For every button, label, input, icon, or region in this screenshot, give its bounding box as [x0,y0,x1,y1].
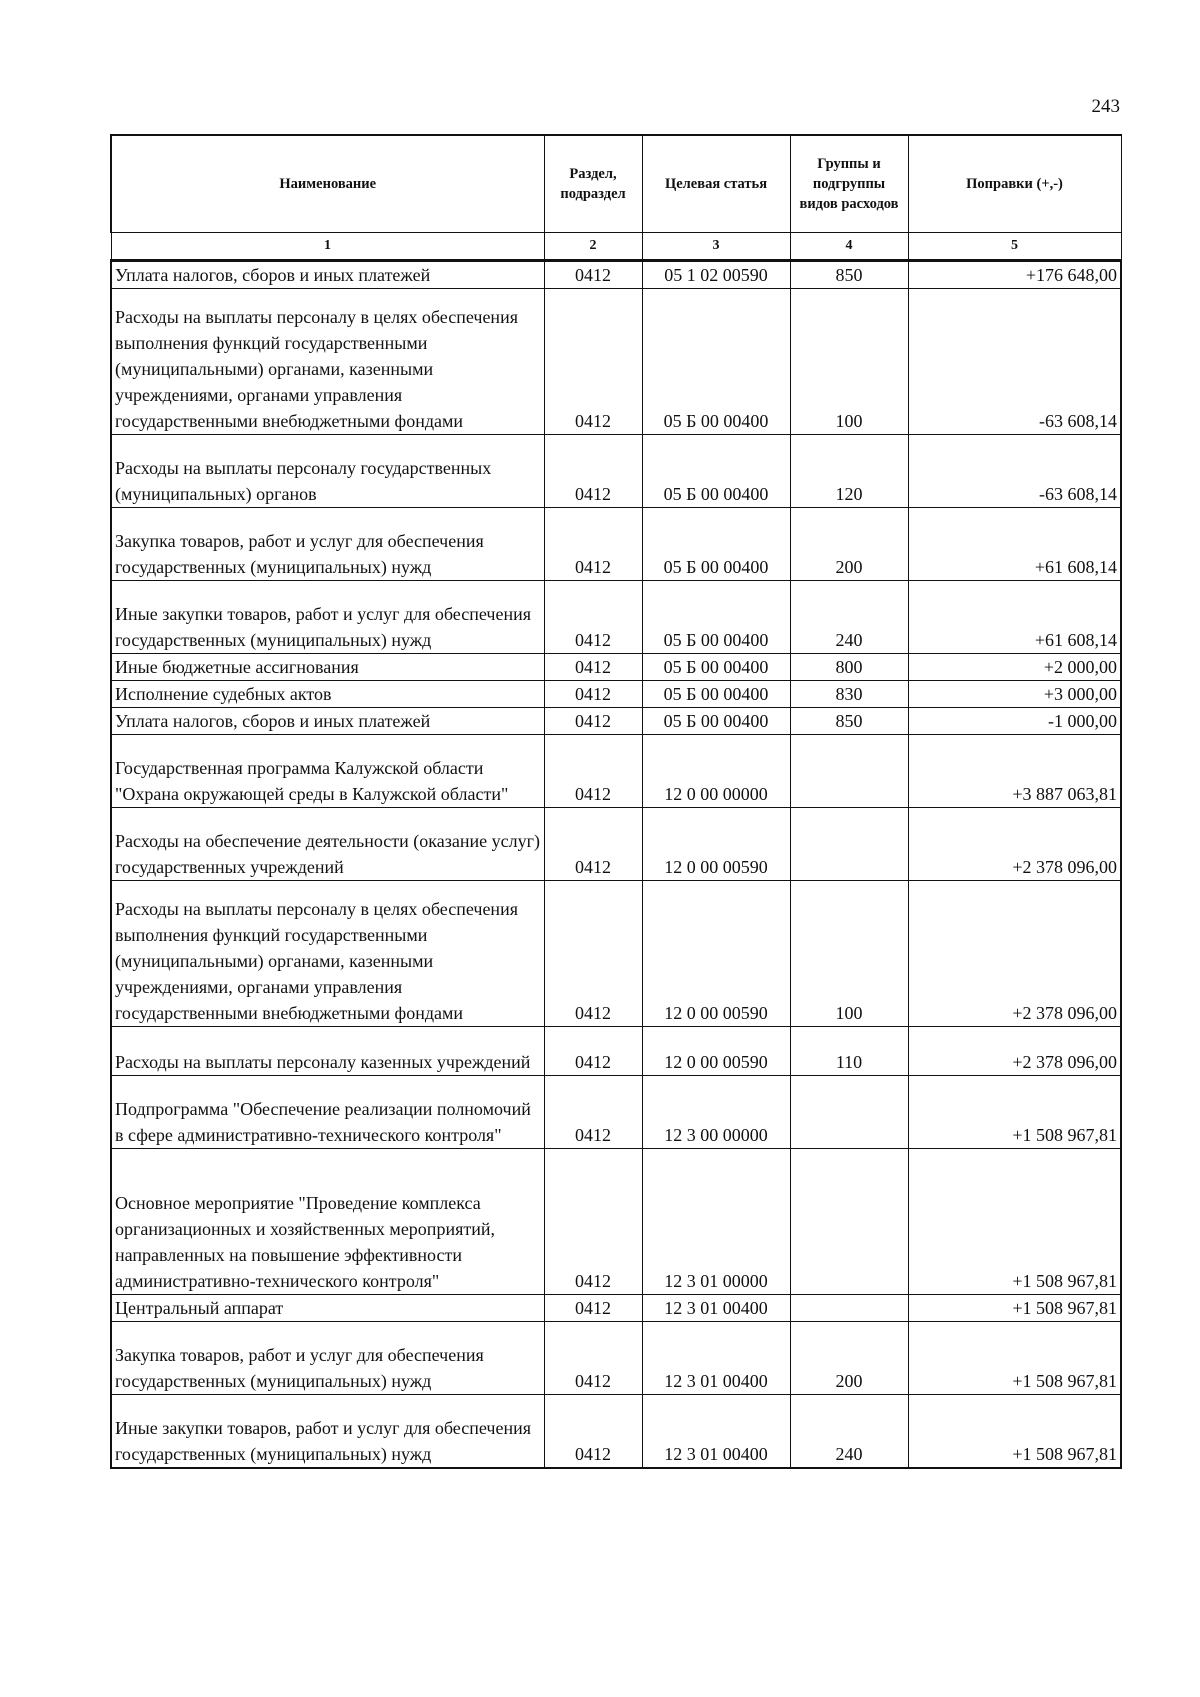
row-amount: +176 648,00 [908,261,1121,289]
row-section: 0412 [544,881,642,1027]
table-header-row [111,135,1121,233]
row-amount: +1 508 967,81 [908,1322,1121,1395]
row-section: 0412 [544,261,642,289]
header-name: Наименование [111,135,544,233]
table-row [111,1322,1121,1395]
row-name: Уплата налогов, сборов и иных платежей [111,261,544,289]
row-amount: -63 608,14 [908,289,1121,435]
row-section: 0412 [544,1322,642,1395]
row-target: 12 0 00 00000 [642,735,790,808]
row-group: 120 [790,435,908,508]
row-target: 12 3 01 00400 [642,1295,790,1322]
table-row [111,808,1121,881]
row-group: 200 [790,1322,908,1395]
row-target: 05 Б 00 00400 [642,681,790,708]
column-number: 3 [642,233,790,261]
row-name: Государственная программа Калужской области "Охрана окружающей среды в Калужской области" [111,735,544,808]
row-target: 05 Б 00 00400 [642,654,790,681]
row-section: 0412 [544,1149,642,1295]
row-target: 12 3 01 00400 [642,1322,790,1395]
table-row [111,435,1121,508]
row-target: 05 Б 00 00400 [642,289,790,435]
row-target: 12 0 00 00590 [642,808,790,881]
row-group: 100 [790,881,908,1027]
table-row [111,1149,1121,1295]
row-section: 0412 [544,508,642,581]
row-group: 850 [790,261,908,289]
row-section: 0412 [544,1076,642,1149]
row-name: Центральный аппарат [111,1295,544,1322]
row-amount: +3 000,00 [908,681,1121,708]
row-section: 0412 [544,654,642,681]
row-name: Основное мероприятие "Проведение комплекса организационных и хозяйственных мероприятий, направленных на повышение эффективности административно-технического контроля" [111,1149,544,1295]
row-target: 05 Б 00 00400 [642,435,790,508]
row-section: 0412 [544,1295,642,1322]
table-row [111,881,1121,1027]
row-name: Иные бюджетные ассигнования [111,654,544,681]
table-row [111,708,1121,735]
table-body [111,261,1121,1468]
row-amount: +61 608,14 [908,508,1121,581]
row-amount: +2 000,00 [908,654,1121,681]
row-section: 0412 [544,681,642,708]
table-row [111,1395,1121,1468]
table-row [111,1027,1121,1076]
row-name: Закупка товаров, работ и услуг для обеспечения государственных (муниципальных) нужд [111,1322,544,1395]
table-row [111,654,1121,681]
row-amount: -1 000,00 [908,708,1121,735]
column-number: 5 [908,233,1121,261]
column-number: 4 [790,233,908,261]
table-row [111,735,1121,808]
table-column-numbers-row [111,233,1121,261]
row-amount: +3 887 063,81 [908,735,1121,808]
row-target: 12 0 00 00590 [642,1027,790,1076]
row-name: Исполнение судебных актов [111,681,544,708]
header-target: Целевая статья [642,135,790,233]
row-target: 12 3 01 00000 [642,1149,790,1295]
table-row [111,581,1121,654]
row-group: 800 [790,654,908,681]
row-target: 05 Б 00 00400 [642,708,790,735]
table-row [111,1076,1121,1149]
table-row [111,681,1121,708]
row-amount: +1 508 967,81 [908,1076,1121,1149]
budget-amendments-table [110,134,1122,1469]
header-amount: Поправки (+,-) [908,135,1121,233]
row-amount: +1 508 967,81 [908,1149,1121,1295]
row-target: 12 3 01 00400 [642,1395,790,1468]
row-group: 200 [790,508,908,581]
row-name: Закупка товаров, работ и услуг для обеспечения государственных (муниципальных) нужд [111,508,544,581]
row-target: 12 3 00 00000 [642,1076,790,1149]
table-row [111,1295,1121,1322]
row-target: 05 1 02 00590 [642,261,790,289]
page-number: 243 [1091,96,1120,117]
row-section: 0412 [544,1395,642,1468]
row-amount: +2 378 096,00 [908,1027,1121,1076]
row-amount: +2 378 096,00 [908,808,1121,881]
row-section: 0412 [544,581,642,654]
row-name: Иные закупки товаров, работ и услуг для обеспечения государственных (муниципальных) нужд [111,1395,544,1468]
row-group: 100 [790,289,908,435]
header-group: Группы и подгруппы видов расходов [790,135,908,233]
row-target: 12 0 00 00590 [642,881,790,1027]
row-target: 05 Б 00 00400 [642,581,790,654]
row-section: 0412 [544,435,642,508]
row-group: 110 [790,1027,908,1076]
row-group [790,1149,908,1295]
row-name: Расходы на выплаты персоналу в целях обеспечения выполнения функций государственными (муниципальными) органами, казенными учреждениями, органами управления государственными внебюджетными фондами [111,289,544,435]
row-group [790,808,908,881]
row-amount: +2 378 096,00 [908,881,1121,1027]
row-amount: -63 608,14 [908,435,1121,508]
row-amount: +1 508 967,81 [908,1295,1121,1322]
header-section: Раздел, подраздел [544,135,642,233]
row-section: 0412 [544,1027,642,1076]
row-name: Расходы на выплаты персоналу в целях обеспечения выполнения функций государственными (муниципальными) органами, казенными учреждениями, органами управления государственными внебюджетными фондами [111,881,544,1027]
row-group: 240 [790,1395,908,1468]
row-name: Уплата налогов, сборов и иных платежей [111,708,544,735]
row-name: Расходы на выплаты персоналу казенных учреждений [111,1027,544,1076]
table-row [111,261,1121,289]
row-group [790,1295,908,1322]
row-name: Подпрограмма "Обеспечение реализации полномочий в сфере административно-технического контроля" [111,1076,544,1149]
column-number: 1 [111,233,544,261]
row-name: Расходы на выплаты персоналу государственных (муниципальных) органов [111,435,544,508]
row-target: 05 Б 00 00400 [642,508,790,581]
row-amount: +1 508 967,81 [908,1395,1121,1468]
row-section: 0412 [544,289,642,435]
row-group: 240 [790,581,908,654]
row-group [790,1076,908,1149]
row-section: 0412 [544,735,642,808]
row-name: Расходы на обеспечение деятельности (оказание услуг) государственных учреждений [111,808,544,881]
row-section: 0412 [544,708,642,735]
row-section: 0412 [544,808,642,881]
row-group: 850 [790,708,908,735]
table-row [111,289,1121,435]
column-number: 2 [544,233,642,261]
row-group: 830 [790,681,908,708]
row-name: Иные закупки товаров, работ и услуг для обеспечения государственных (муниципальных) нужд [111,581,544,654]
row-amount: +61 608,14 [908,581,1121,654]
table-row [111,508,1121,581]
row-group [790,735,908,808]
